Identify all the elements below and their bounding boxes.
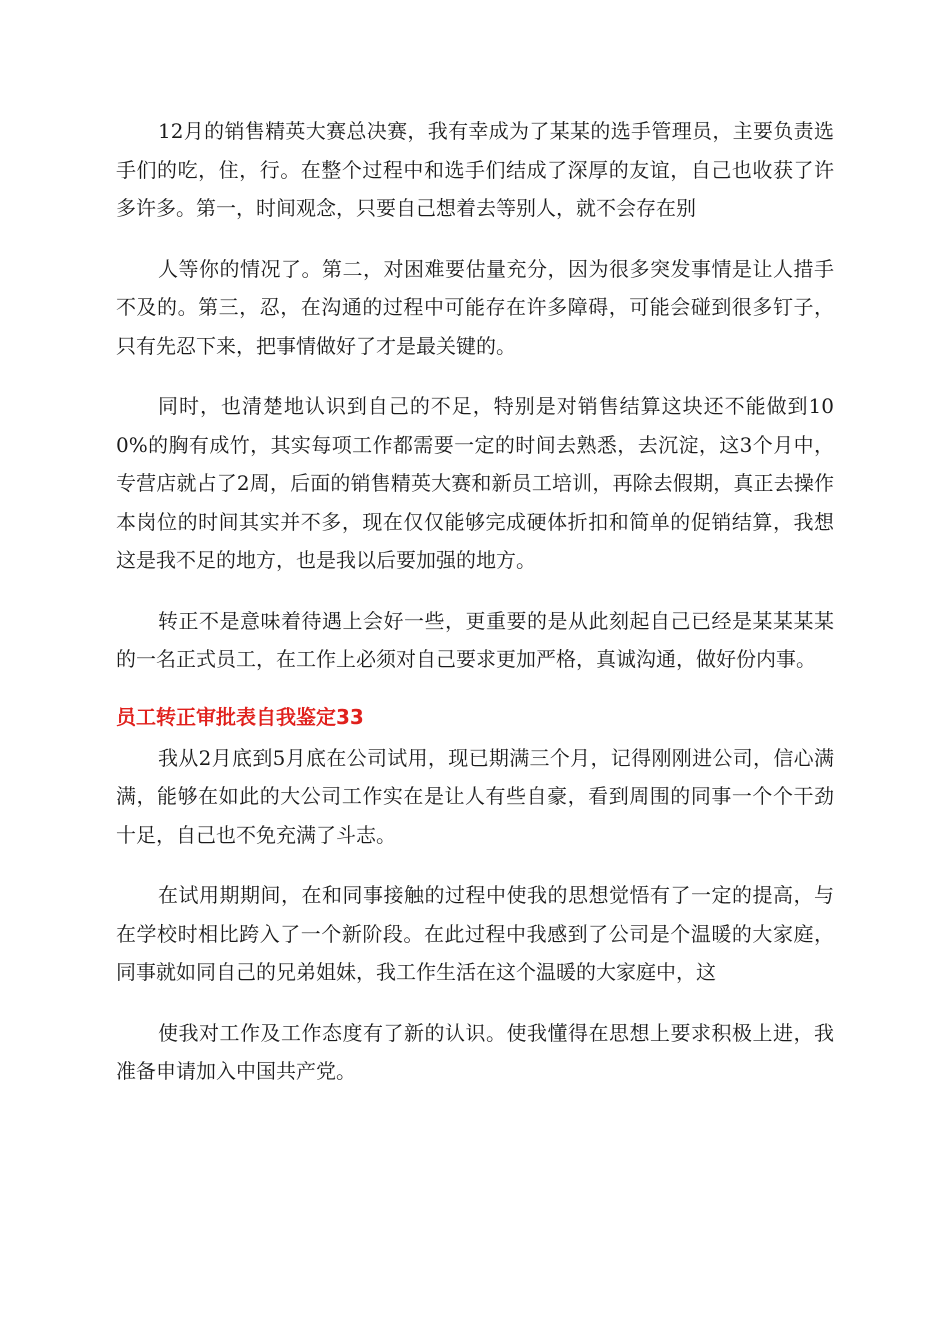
- section-heading: 员工转正审批表自我鉴定33: [116, 704, 364, 729]
- paragraph: 我从2月底到5月底在公司试用，现已期满三个月，记得刚刚进公司，信心满满，能够在如此的大公司工作实在是让人有些自豪，看到周围的同事一个个干劲十足，自己也不免充满了斗志。: [116, 745, 834, 847]
- paragraph: 12月的销售精英大赛总决赛，我有幸成为了某某的选手管理员，主要负责选手们的吃，住，行。在整个过程中和选手们结成了深厚的友谊，自己也收获了许多许多。第一，时间观念，只要自己想着去等别人，就不会存在别: [116, 119, 834, 220]
- paragraph: 在试用期期间，在和同事接触的过程中使我的思想觉悟有了一定的提高，与在学校时相比跨入了一个新阶段。在此过程中我感到了公司是个温暖的大家庭，同事就如同自己的兄弟姐妹，我工作生活在这个温暖的大家庭中，这: [116, 883, 834, 984]
- paragraph: 同时，也清楚地认识到自己的不足，特别是对销售结算这块还不能做到100%的胸有成竹，其实每项工作都需要一定的时间去熟悉，去沉淀，这3个月中，专营店就占了2周，后面的销售精英大赛和新员工培训，再除去假期，真正去操作本岗位的时间其实并不多，现在仅仅能够完成硬体折扣和简单的促销结算，我想这是我不足的地方，也是我以后要加强的地方。: [116, 394, 834, 572]
- paragraph: 转正不是意味着待遇上会好一些，更重要的是从此刻起自己已经是某某某某的一名正式员工，在工作上必须对自己要求更加严格，真诚沟通，做好份内事。: [116, 608, 834, 671]
- paragraph: 使我对工作及工作态度有了新的认识。使我懂得在思想上要求积极上进，我准备申请加入中国共产党。: [116, 1020, 834, 1083]
- document-body: [116, 112, 834, 1113]
- paragraph: 人等你的情况了。第二，对困难要估量充分，因为很多突发事情是让人措手不及的。第三，忍，在沟通的过程中可能存在许多障碍，可能会碰到很多钉子，只有先忍下来，把事情做好了才是最关键的。: [116, 256, 834, 358]
